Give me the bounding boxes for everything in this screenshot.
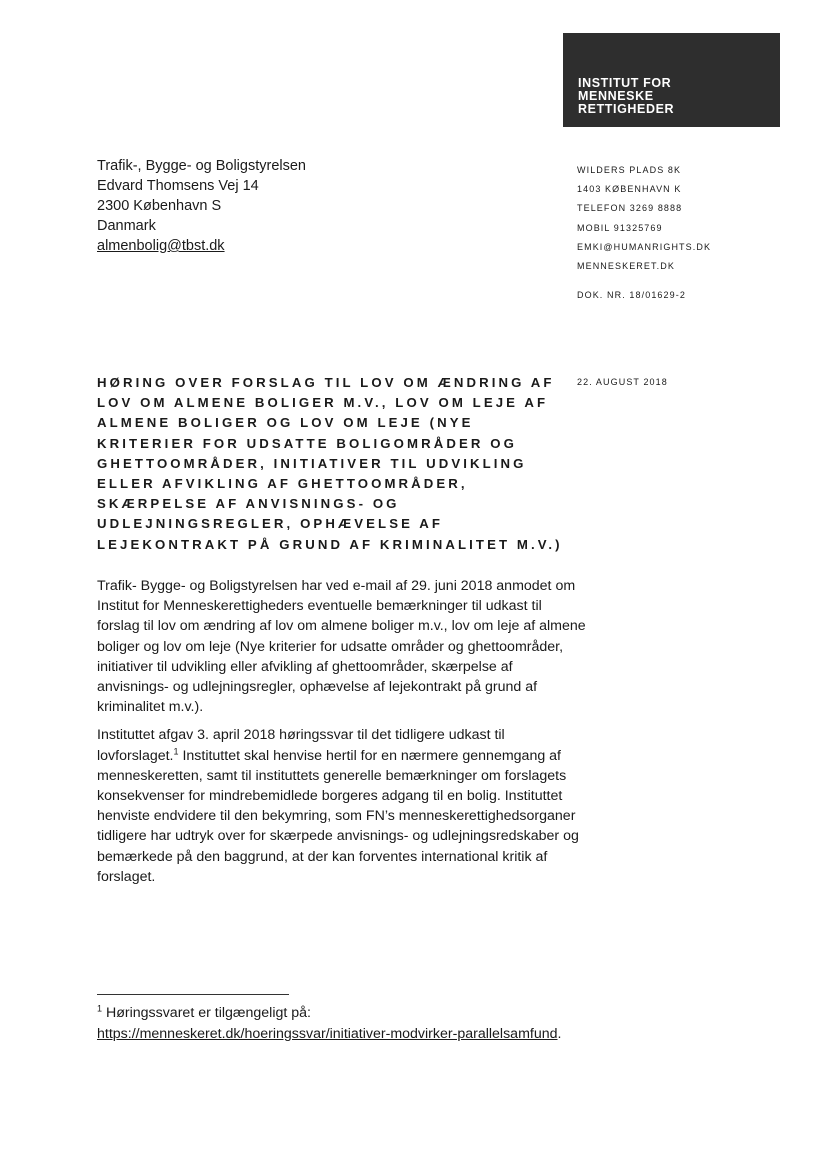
footnote-number: 1 bbox=[97, 1003, 103, 1014]
logo-line-3: RETTIGHEDER bbox=[578, 102, 675, 116]
sender-website: MENNESKERET.DK bbox=[577, 261, 675, 272]
sender-address: WILDERS PLADS 8K bbox=[577, 165, 682, 175]
recipient-city: 2300 København S bbox=[97, 198, 222, 214]
sender-email: EMKI@HUMANRIGHTS.DK bbox=[577, 241, 712, 252]
letter-body bbox=[97, 576, 587, 895]
letter-heading: HØRING OVER FORSLAG TIL LOV OM ÆNDRING AF LOV OM ALMENE BOLIGER M.V., LOV OM LEJE AF ALMENE BOLIGER OG LOV OM LEJE (NYE KRITERIER FOR UDSATTE BOLIGOMRÅDER OG GHETTOOMRÅDER, INITIATIVER TIL UDVIKLING ELLER AFVIKLING AF GHETTOOMRÅDER, SKÆRPELSE AF ANVISNINGS- OG UDLEJNINGSREGLER, OPHÆVELSE AF LEJEKONTRAKT PÅ GRUND AF KRIMINALITET M.V.) bbox=[97, 375, 563, 552]
footnote-reference[interactable]: 1 bbox=[173, 745, 179, 756]
sender-phone: TELEFON 3269 8888 bbox=[577, 203, 683, 214]
recipient-country: Danmark bbox=[97, 218, 156, 234]
sender-contact-block bbox=[577, 161, 711, 276]
footnote-end: . bbox=[557, 1026, 562, 1042]
body-paragraph-2 bbox=[97, 725, 587, 887]
footnote-divider bbox=[97, 994, 289, 995]
logo-line-1: INSTITUT FOR bbox=[578, 76, 672, 90]
footnote-text-line bbox=[97, 1003, 567, 1024]
paragraph-2-start: Instituttet afgav 3. april 2018 høringssvar til det tidligere udkast til lovforslaget. bbox=[97, 727, 505, 764]
recipient-address bbox=[97, 156, 306, 256]
footnote-url-link[interactable]: https://menneskeret.dk/hoeringssvar/initiativer-modvirker-parallelsamfund bbox=[97, 1026, 558, 1042]
sender-mobile: MOBIL 91325769 bbox=[577, 222, 663, 233]
recipient-street: Edvard Thomsens Vej 14 bbox=[97, 178, 259, 194]
footnote-text: Høringssvaret er tilgængeligt på: bbox=[102, 1005, 311, 1021]
logo-line-2: MENNESKE bbox=[578, 89, 654, 103]
document-number: DOK. NR. 18/01629-2 bbox=[577, 290, 686, 300]
recipient-name: Trafik-, Bygge- og Boligstyrelsen bbox=[97, 158, 306, 174]
paragraph-2-rest: Instituttet skal henvise hertil for en nærmere gennemgang af menneskeretten, samt til instituttets generelle bemærkninger om forslagets konsekvenser for mindrebemidlede borgeres adgang til en bolig. Instituttet henviste endvidere til den bekymring, som FN’s menneskerettighedsorganer tidligere har udtryk over for skærpede anvisnings- og udlejningsredskaber og bemærkede på den baggrund, at der kan forventes international kritik af forslaget. bbox=[97, 747, 579, 885]
letter-date: 22. AUGUST 2018 bbox=[577, 377, 668, 387]
sender-city: 1403 KØBENHAVN K bbox=[577, 184, 682, 195]
institute-logo bbox=[563, 33, 780, 127]
footnote-url-line bbox=[97, 1024, 567, 1045]
footnote bbox=[97, 1003, 567, 1045]
recipient-email-link[interactable]: almenbolig@tbst.dk bbox=[97, 238, 225, 254]
body-paragraph-1: Trafik- Bygge- og Boligstyrelsen har ved e-mail af 29. juni 2018 anmodet om Institut for Menneskerettigheders eventuelle bemærkninger til udkast til forslag til lov om ændring af lov om almene boliger m.v., lov om leje af almene boliger og lov om leje (Nye kriterier for udsatte områder og ghettoområder, initiativer til udvikling eller afvikling af ghettoområder, skærpelse af anvisnings- og udlejningsregler, ophævelse af lejekontrakt på grund af kriminalitet m.v.). bbox=[97, 578, 586, 716]
